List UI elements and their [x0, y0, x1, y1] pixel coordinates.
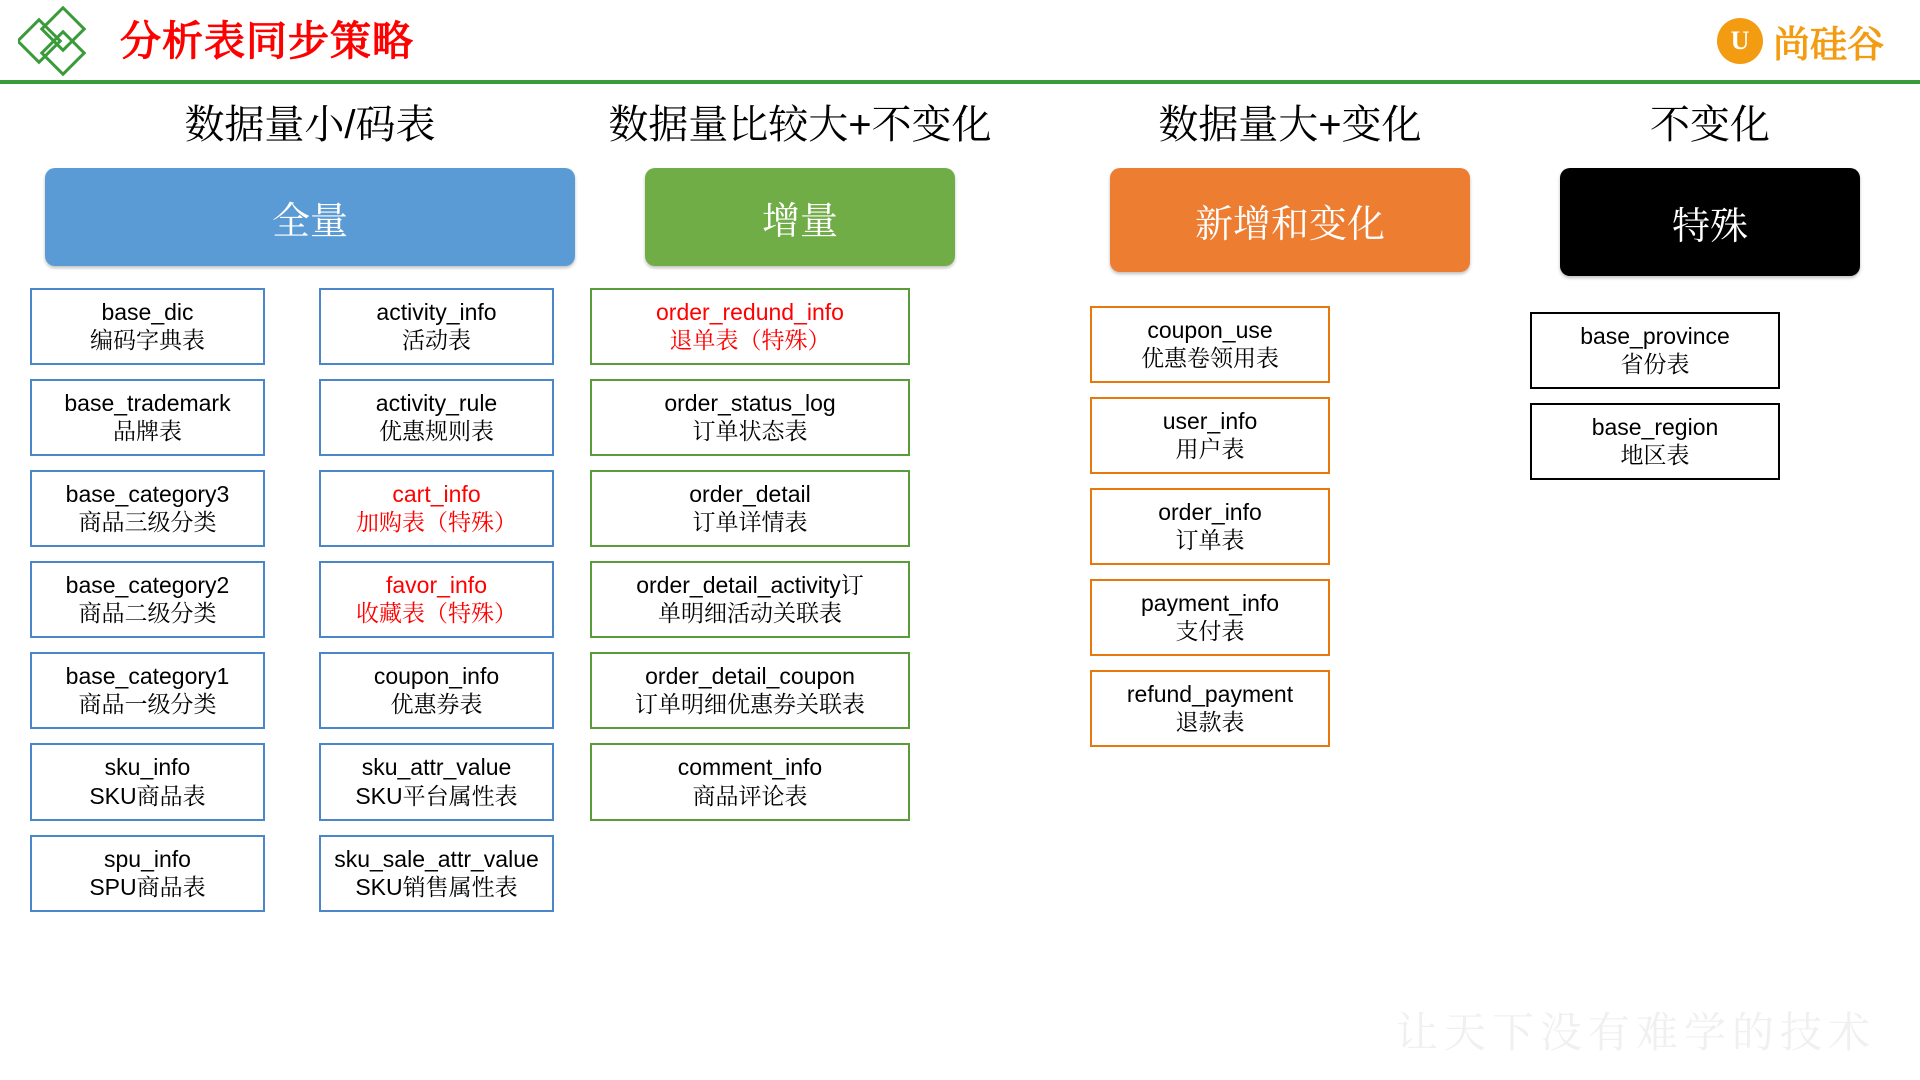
- table-card[interactable]: [319, 743, 554, 820]
- header-divider: [0, 80, 1920, 84]
- table-card[interactable]: [590, 470, 910, 547]
- table-card[interactable]: [1090, 306, 1330, 383]
- diamond-logo-icon: [18, 6, 106, 76]
- table-card-desc: 商品一级分类: [78, 691, 217, 718]
- table-card-name: spu_info: [104, 845, 191, 872]
- table-card[interactable]: [590, 743, 910, 820]
- table-card-desc: 活动表: [402, 327, 471, 354]
- table-card-desc: 品牌表: [113, 418, 182, 445]
- table-card-desc: 商品二级分类: [78, 600, 217, 627]
- table-card-name: sku_sale_attr_value: [334, 845, 539, 872]
- table-card[interactable]: [30, 288, 265, 365]
- table-card[interactable]: [1090, 579, 1330, 656]
- table-card-desc: 编码字典表: [90, 327, 205, 354]
- table-card[interactable]: [590, 379, 910, 456]
- table-card-desc: 优惠卷领用表: [1141, 345, 1279, 372]
- table-card-desc: 商品评论表: [692, 782, 808, 809]
- column-heading: 数据量大+变化: [1158, 103, 1422, 147]
- table-card[interactable]: [319, 652, 554, 729]
- table-card-name: sku_attr_value: [361, 754, 512, 781]
- table-card-name: activity_rule: [375, 390, 498, 417]
- table-card-name: coupon_use: [1147, 317, 1273, 343]
- card-groups: [1090, 306, 1490, 761]
- table-card-desc: 订单状态表: [692, 418, 808, 445]
- column-banner-label: 全量: [271, 200, 348, 243]
- column-banner[interactable]: [45, 168, 575, 266]
- table-card[interactable]: [1090, 488, 1330, 565]
- table-card-name: base_category3: [65, 481, 230, 508]
- table-card-name: base_category2: [65, 572, 230, 599]
- table-card[interactable]: [319, 379, 554, 456]
- table-card-name: base_region: [1591, 414, 1719, 441]
- card-groups: [30, 288, 590, 926]
- card-groups: [1530, 312, 1890, 494]
- table-card-name: base_dic: [101, 299, 194, 325]
- card-groups: [590, 288, 1010, 835]
- table-card[interactable]: [319, 470, 554, 547]
- table-card[interactable]: [1530, 403, 1780, 480]
- table-card[interactable]: [30, 379, 265, 456]
- table-card-desc: SKU平台属性表: [355, 782, 518, 809]
- column-heading: 不变化: [1650, 103, 1770, 147]
- brand-mark-icon: U: [1717, 18, 1763, 64]
- table-card-name: coupon_info: [373, 663, 500, 690]
- table-card-desc: 退款表: [1175, 709, 1245, 736]
- page-header: [0, 0, 1920, 82]
- table-card-desc: SKU商品表: [89, 782, 206, 809]
- table-card-name: activity_info: [376, 299, 497, 325]
- strategy-column-2: [590, 96, 1010, 835]
- card-group: [1090, 306, 1490, 761]
- table-card-name: comment_info: [677, 754, 823, 781]
- table-card-name: base_category1: [65, 663, 230, 690]
- table-card[interactable]: [319, 288, 554, 365]
- table-card-name: favor_info: [385, 572, 487, 599]
- table-card-name: order_detail: [689, 481, 811, 508]
- table-card-desc: 优惠规则表: [379, 418, 494, 445]
- column-banner[interactable]: [1110, 168, 1470, 272]
- table-card-desc: 加购表（特殊）: [356, 509, 517, 536]
- column-banner[interactable]: [1560, 168, 1860, 276]
- strategy-columns: [0, 96, 1920, 976]
- table-card-desc: 支付表: [1175, 618, 1245, 645]
- page-title: 分析表同步策略: [120, 18, 414, 64]
- brand-logo: [1717, 14, 1884, 68]
- table-card-name: base_trademark: [64, 390, 231, 417]
- table-card[interactable]: [590, 652, 910, 729]
- table-card-name: order_info: [1158, 499, 1262, 526]
- table-card[interactable]: [30, 470, 265, 547]
- table-card[interactable]: [1090, 397, 1330, 474]
- table-card-desc: SKU销售属性表: [355, 873, 518, 900]
- table-card-name: sku_info: [104, 754, 191, 781]
- table-card-desc: 商品三级分类: [78, 509, 217, 536]
- table-card-desc: 地区表: [1620, 442, 1690, 469]
- column-banner[interactable]: [645, 168, 955, 266]
- table-card[interactable]: [1090, 670, 1330, 747]
- table-card-desc: 订单详情表: [692, 509, 808, 536]
- table-card-desc: 收藏表（特殊）: [356, 600, 517, 627]
- footer-watermark: 让天下没有难学的技术: [1395, 1011, 1876, 1057]
- strategy-column-1: [30, 96, 590, 926]
- table-card-name: order_status_log: [664, 390, 836, 417]
- table-card-name: payment_info: [1140, 590, 1280, 617]
- table-card[interactable]: [30, 561, 265, 638]
- table-card[interactable]: [319, 835, 554, 912]
- table-card[interactable]: [1530, 312, 1780, 389]
- brand-name: 尚硅谷: [1773, 24, 1884, 65]
- table-card-name: cart_info: [392, 481, 481, 508]
- table-card-desc: 订单表: [1175, 527, 1245, 554]
- table-card[interactable]: [590, 288, 910, 365]
- table-card-name: refund_payment: [1126, 681, 1294, 708]
- table-card-desc: 退单表（特殊）: [669, 327, 831, 354]
- strategy-column-4: [1530, 96, 1890, 494]
- table-card-desc: 单明细活动关联表: [658, 600, 842, 627]
- table-card[interactable]: [30, 652, 265, 729]
- card-group: [30, 288, 265, 926]
- column-banner-label: 新增和变化: [1194, 203, 1385, 246]
- table-card[interactable]: [319, 561, 554, 638]
- table-card-desc: SPU商品表: [89, 873, 206, 900]
- column-heading: 数据量小/码表: [184, 103, 436, 147]
- table-card-desc: 订单明细优惠券关联表: [635, 691, 865, 718]
- card-group: [319, 288, 554, 926]
- table-card-name: order_detail_coupon: [645, 663, 855, 690]
- column-banner-label: 特殊: [1671, 205, 1748, 248]
- table-card-desc: 省份表: [1620, 351, 1690, 378]
- table-card-name: order_detail_activity订: [636, 572, 864, 599]
- card-group: [590, 288, 1010, 835]
- column-banner-label: 增量: [761, 200, 838, 243]
- card-group: [1530, 312, 1890, 494]
- table-card[interactable]: [30, 743, 265, 820]
- column-heading: 数据量比较大+不变化: [608, 103, 992, 147]
- table-card-desc: 用户表: [1175, 436, 1245, 463]
- strategy-column-3: [1090, 96, 1490, 761]
- table-card-name: user_info: [1162, 408, 1258, 435]
- table-card-desc: 优惠券表: [390, 691, 483, 718]
- table-card-name: base_province: [1580, 323, 1730, 349]
- table-card-name: order_redund_info: [656, 299, 844, 325]
- table-card[interactable]: [30, 835, 265, 912]
- table-card[interactable]: [590, 561, 910, 638]
